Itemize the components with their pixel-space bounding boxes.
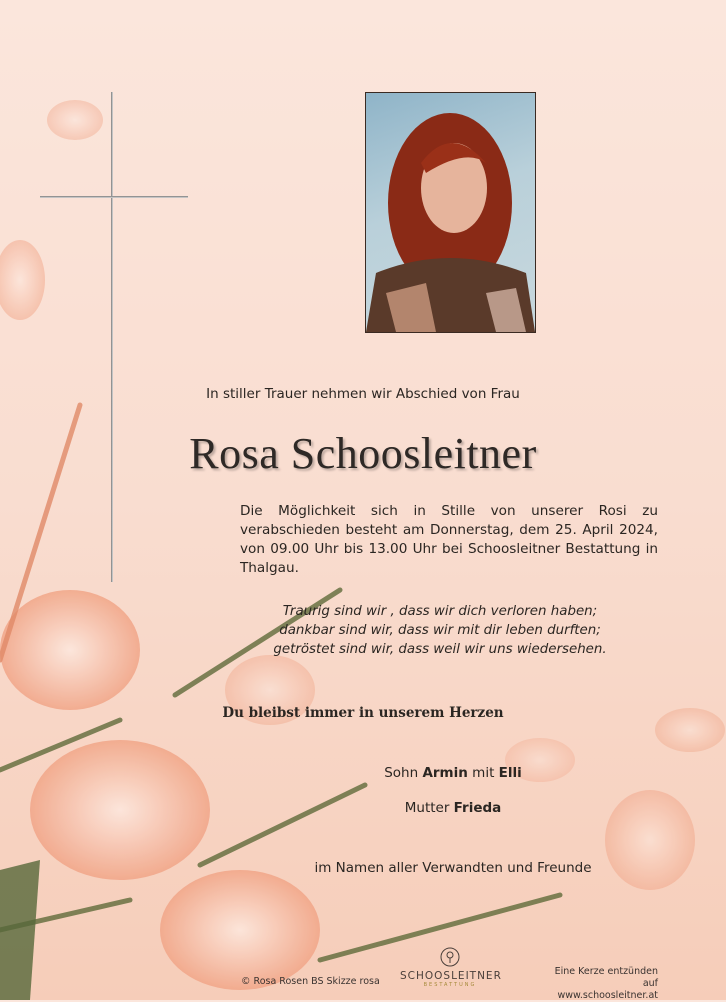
relation: Sohn xyxy=(384,765,423,781)
rose-logo-icon xyxy=(440,947,460,967)
funeral-home-logo xyxy=(400,947,500,988)
deceased-name: Rosa Schoosleitner xyxy=(189,429,537,478)
cross-horizontal xyxy=(40,196,188,198)
mourner-son xyxy=(90,765,726,781)
closing-text: im Namen aller Verwandten und Freunde xyxy=(314,860,592,876)
copyright: © Rosa Rosen BS Skizze rosa xyxy=(241,976,380,987)
logo-subtitle: BESTATTUNG xyxy=(423,982,477,988)
relation: Mutter xyxy=(404,800,454,816)
mourner-name: Elli xyxy=(498,765,522,781)
poem-line: getröstet sind wir, dass weil wir uns wiedersehen. xyxy=(273,642,607,657)
poem-line: dankbar sind wir, dass wir mit dir leben durften; xyxy=(279,623,601,638)
candle-link[interactable] xyxy=(540,966,658,1002)
motto: Du bleibst immer in unserem Herzen xyxy=(222,705,504,721)
candle-url[interactable]: auf www.schoosleitner.at xyxy=(557,978,658,1001)
poem xyxy=(160,602,720,659)
logo-name: SCHOOSLEITNER xyxy=(400,970,502,982)
portrait-photo xyxy=(365,92,536,333)
candle-line: Eine Kerze entzünden xyxy=(554,966,658,977)
poem-line: Traurig sind wir , dass wir dich verloren haben; xyxy=(282,604,598,619)
farewell-details: Die Möglichkeit sich in Stille von unserer Rosi zu verabschieden besteht am Donnerstag, dem 25. April 2024, von 09.00 Uhr bis 13.00 Uhr bei Schoosleitner Bestattung in Thalgau. xyxy=(240,503,658,576)
mourner-name: Frieda xyxy=(453,800,502,816)
connector: mit xyxy=(467,765,499,781)
mourner-mother xyxy=(90,800,726,816)
cross-vertical xyxy=(111,92,113,582)
mourner-name: Armin xyxy=(422,765,468,781)
intro-text: In stiller Trauer nehmen wir Abschied von Frau xyxy=(206,386,520,402)
